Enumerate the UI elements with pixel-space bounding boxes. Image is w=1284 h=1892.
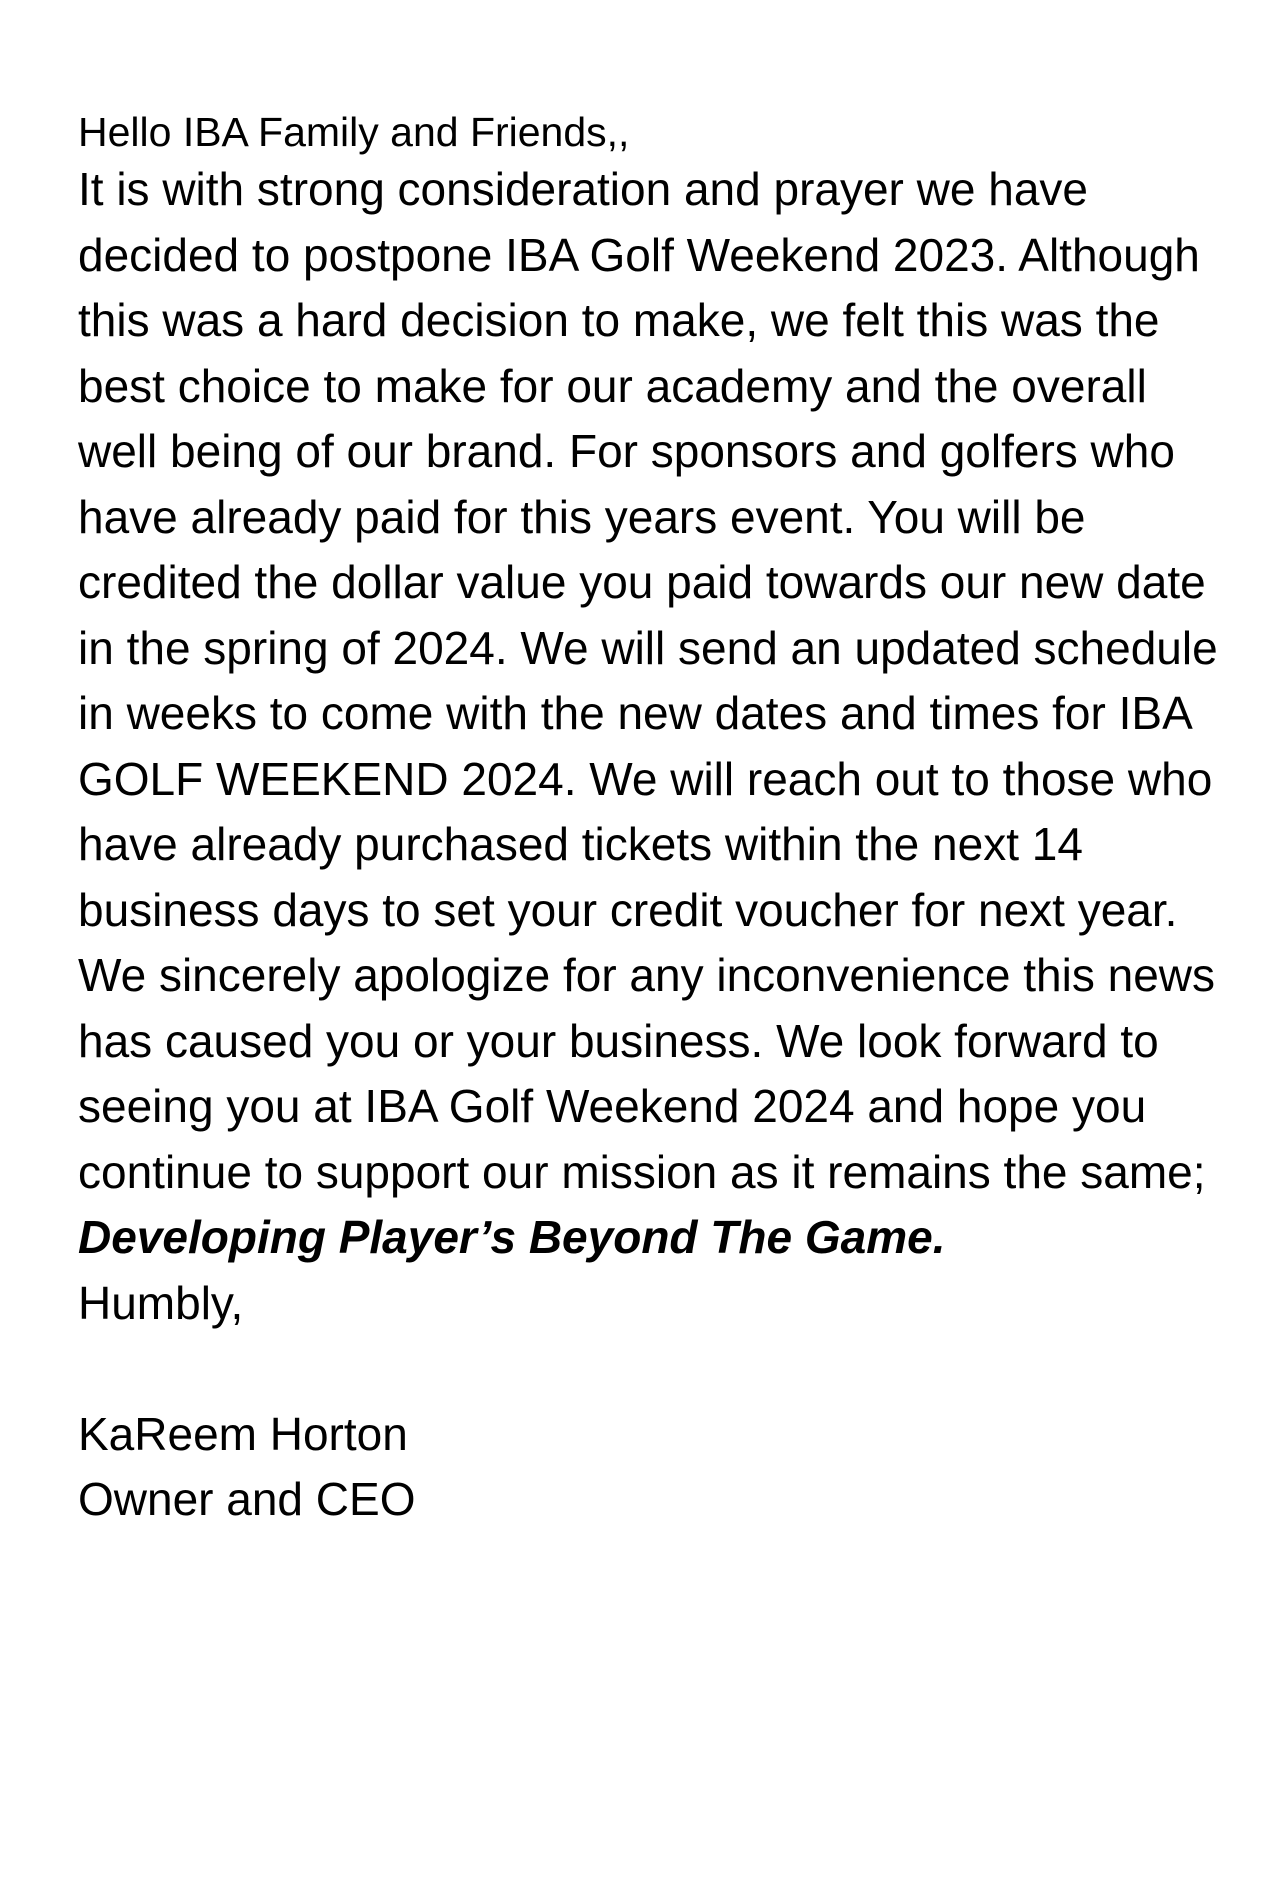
mission-statement: Developing Player’s Beyond The Game. [78,1211,946,1263]
greeting: Hello IBA Family and Friends,, [78,109,630,155]
signature-title: Owner and CEO [78,1473,416,1525]
closing: Humbly, [78,1276,244,1329]
signature-name: KaReem Horton [78,1407,408,1460]
letter [78,107,1238,1533]
body-text: It is with strong consideration and prayer we have decided to postpone IBA Golf Weekend 2023. Although this was a hard decision to make, we felt this was the best choice to make for our academy and the overall well being of our brand. For sponsors and golfers who have already paid for this years event. You will be credited the dollar value you paid towards our new date in the spring of 2024. We will send an updated schedule in weeks to come with the new dates and times for IBA GOLF WEEKEND 2024. We will reach out to those who have already purchased tickets within the next 14 business days to set your credit voucher for next year. We sincerely apologize for any inconvenience this news has caused you or your business. We look forward to seeing you at IBA Golf Weekend 2024 and hope you continue to support our mission as it remains the same; [78,163,1218,1198]
spacer [78,1336,1238,1402]
letter-body [78,157,1238,1271]
